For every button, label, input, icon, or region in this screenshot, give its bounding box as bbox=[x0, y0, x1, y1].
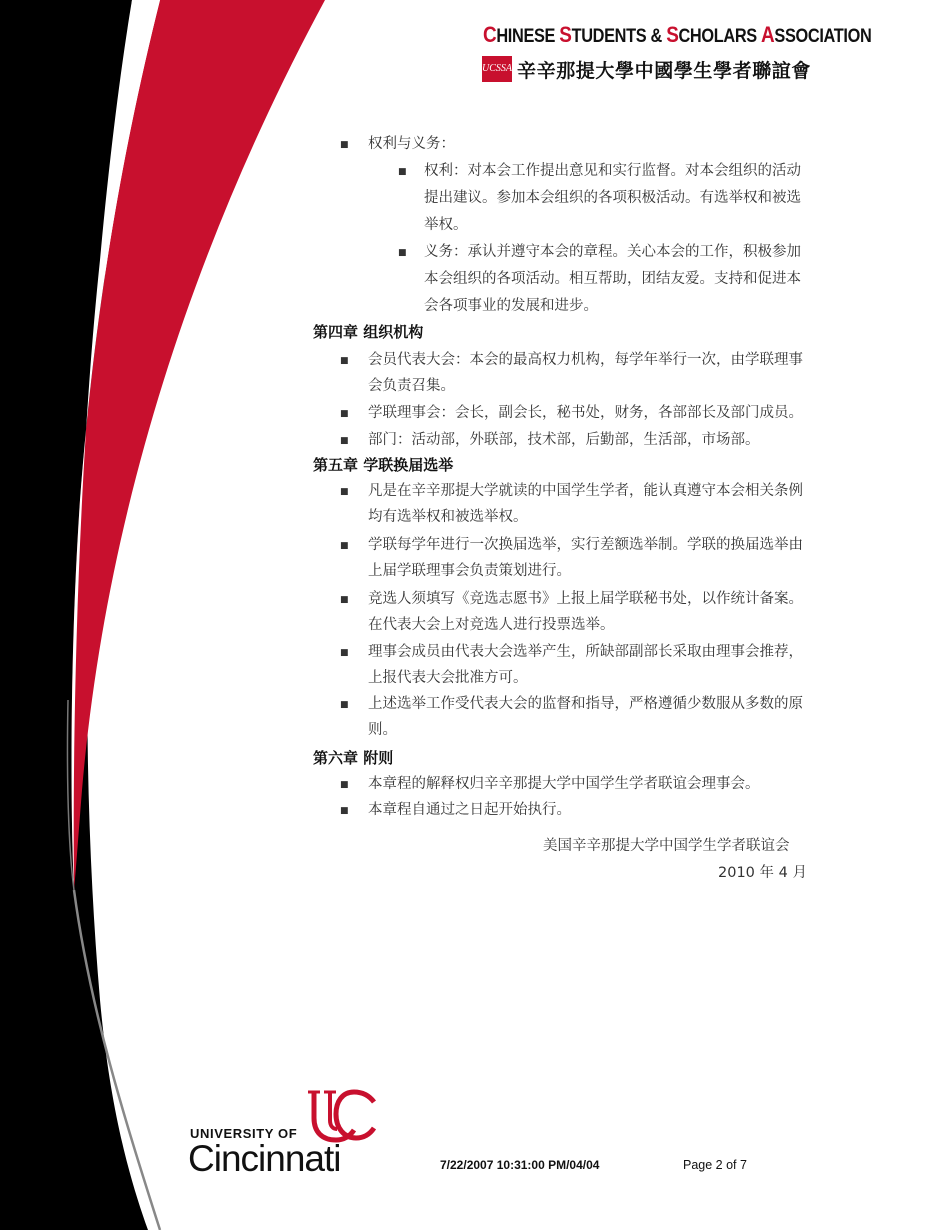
bullet-icon: ■ bbox=[340, 648, 349, 658]
list-item: 部门：活动部，外联部，技术部，后勤部，生活部，市场部。 bbox=[368, 432, 760, 448]
list-item: 权利与义务： bbox=[368, 136, 455, 152]
list-item: 会员代表大会：本会的最高权力机构，每学年举行一次，由学联理事 bbox=[368, 352, 803, 368]
bullet-icon: ■ bbox=[340, 780, 349, 790]
list-item: 上述选举工作受代表大会的监督和指导，严格遵循少数服从多数的原 bbox=[368, 696, 803, 712]
chapter-heading: 第五章 学联换届选举 bbox=[313, 456, 454, 474]
list-item-continuation: 提出建议。参加本会组织的各项积极活动。有选举权和被选 bbox=[424, 190, 801, 206]
list-item-continuation: 则。 bbox=[368, 722, 397, 738]
signature-date: 2010 年 4 月 bbox=[718, 865, 807, 881]
list-item-continuation: 举权。 bbox=[424, 217, 468, 233]
list-item-continuation: 会负责召集。 bbox=[368, 378, 455, 394]
list-item-continuation: 均有选举权和被选举权。 bbox=[368, 509, 528, 525]
bullet-icon: ■ bbox=[340, 700, 349, 710]
bullet-icon: ■ bbox=[340, 409, 349, 419]
title-word: CHINESE bbox=[483, 22, 560, 47]
cincinnati-wordmark: Cincinnati bbox=[188, 1138, 341, 1179]
university-of-label: UNIVERSITY OF bbox=[190, 1126, 298, 1141]
title-word: ASSOCIATION bbox=[761, 22, 872, 47]
list-item: 竞选人须填写《竞选志愿书》上报上届学联秘书处，以作统计备案。 bbox=[368, 591, 803, 607]
list-item: 学联理事会：会长，副会长，秘书处，财务，各部部长及部门成员。 bbox=[368, 405, 803, 421]
bullet-icon: ■ bbox=[340, 806, 349, 816]
list-item: 凡是在辛辛那提大学就读的中国学生学者，能认真遵守本会相关条例 bbox=[368, 483, 803, 499]
list-item-continuation: 本会组织的各项活动。相互帮助，团结友爱。支持和促进本 bbox=[424, 271, 801, 287]
list-item-continuation: 上报代表大会批准方可。 bbox=[368, 670, 528, 686]
title-word: SCHOLARS bbox=[666, 22, 762, 47]
list-item: 本章程的解释权归辛辛那提大学中国学生学者联谊会理事会。 bbox=[368, 776, 760, 792]
bullet-icon: ■ bbox=[340, 595, 349, 605]
bullet-icon: ■ bbox=[340, 436, 349, 446]
bullet-icon: ■ bbox=[340, 140, 349, 150]
signature-org: 美国辛辛那提大学中国学生学者联谊会 bbox=[543, 838, 790, 854]
bullet-icon: ■ bbox=[340, 356, 349, 366]
bullet-icon: ■ bbox=[398, 167, 407, 177]
list-item: 理事会成员由代表大会选举产生，所缺部副部长采取由理事会推荐， bbox=[368, 644, 803, 660]
bullet-icon: ■ bbox=[398, 248, 407, 258]
list-item: 权利：对本会工作提出意见和实行监督。对本会组织的活动 bbox=[424, 163, 801, 179]
title-word: STUDENTS & bbox=[559, 22, 667, 47]
footer-page-number: Page 2 of 7 bbox=[683, 1158, 747, 1172]
list-item-continuation: 在代表大会上对竞选人进行投票选举。 bbox=[368, 617, 615, 633]
chapter-heading: 第四章 组织机构 bbox=[313, 323, 424, 341]
bullet-icon: ■ bbox=[340, 541, 349, 551]
bullet-icon: ■ bbox=[340, 487, 349, 497]
association-title-cn: 辛辛那提大學中國學生學者聯誼會 bbox=[517, 60, 812, 82]
association-title-en bbox=[483, 22, 872, 48]
list-item: 本章程自通过之日起开始执行。 bbox=[368, 802, 571, 818]
footer-timestamp: 7/22/2007 10:31:00 PM/04/04 bbox=[440, 1158, 600, 1172]
list-item-continuation: 上届学联理事会负责策划进行。 bbox=[368, 563, 571, 579]
ucssa-logo: UCSSA bbox=[482, 56, 512, 82]
list-item: 义务：承认并遵守本会的章程。关心本会的工作，积极参加 bbox=[424, 244, 801, 260]
chapter-heading: 第六章 附则 bbox=[313, 749, 394, 767]
list-item-continuation: 会各项事业的发展和进步。 bbox=[424, 298, 598, 314]
list-item: 学联每学年进行一次换届选举，实行差额选举制。学联的换届选举由 bbox=[368, 537, 803, 553]
uc-logo-icon bbox=[308, 1088, 380, 1150]
